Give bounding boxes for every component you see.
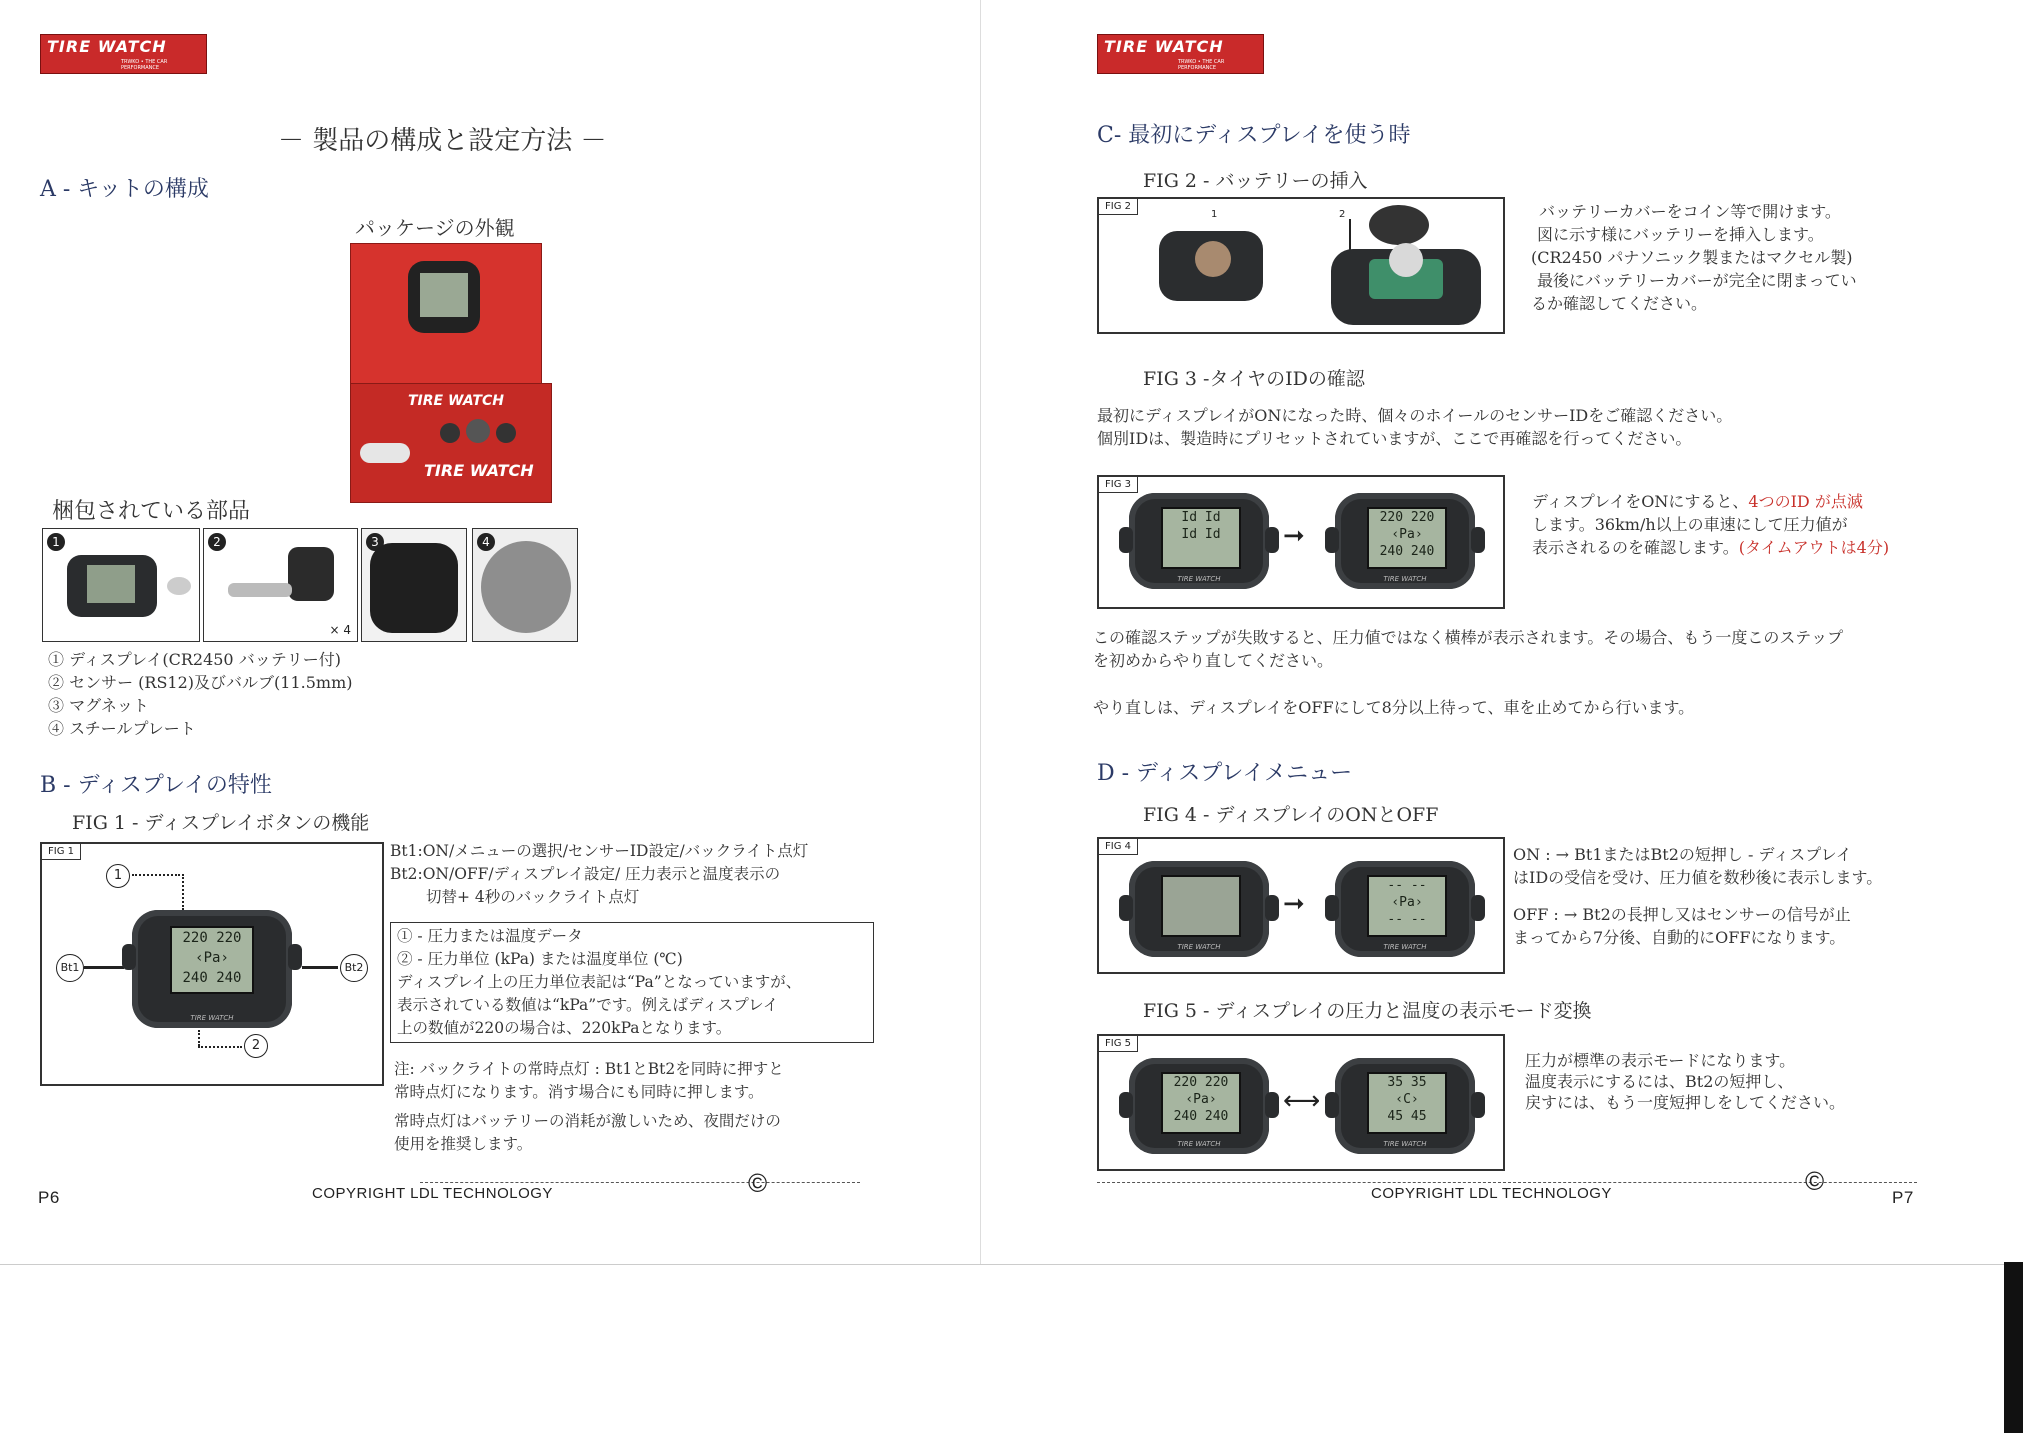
display-device-on: -- -- ‹Pa› -- -- TIRE WATCH <box>1335 861 1475 957</box>
lcd-screen: -- -- ‹Pa› -- -- <box>1367 875 1447 937</box>
fig5-title: FIG 5 - ディスプレイの圧力と温度の表示モード変換 <box>1143 1000 1592 1022</box>
lcd-screen: 220 220 ‹Pa› 240 240 <box>1367 507 1447 569</box>
fig2-text: バッテリーカバーをコイン等で開けます。 図に示す様にバッテリーを挿入します。 (CR2450 パナソニック製またはマクセル製) 最後にバッテリーカバーが完全に閉まってい るか確認してください。 <box>1531 202 1857 313</box>
scan-divider <box>0 1264 2023 1265</box>
fig3-box: FIG 3 Id Id Id Id TIRE WATCH ➞ 220 220 ‹Pa› 240 240 TIRE WATCH <box>1097 475 1505 609</box>
display-device: Id Id Id Id TIRE WATCH <box>1129 493 1269 589</box>
fig4-text: ON : → Bt1またはBt2の短押し - ディスプレイ はIDの受信を受け、圧力値を数秒後に表示します。 OFF : → Bt2の長押し又はセンサーの信号が止 まってから7分後、自動的にOFFになります。 <box>1513 845 1883 947</box>
fig5-text: 圧力が標準の表示モードになります。 温度表示にするには、Bt2の短押し、 戻すには、もう一度短押しをしてください。 <box>1525 1051 1846 1112</box>
scan-edge <box>2004 1262 2023 1433</box>
battery-cover <box>1369 205 1429 245</box>
down-arrow-icon <box>1349 219 1351 253</box>
left-page <box>0 0 980 1265</box>
fig5-box: FIG 5 220 220 ‹Pa› 240 240 TIRE WATCH ⟷ 35 35 ‹C› 45 45 TIRE WATCH <box>1097 1034 1505 1171</box>
package-caption: パッケージの外観 <box>355 216 515 240</box>
section-a-heading: A - キットの構成 <box>40 177 209 202</box>
fig3-title: FIG 3 -タイヤのIDの確認 <box>1143 368 1365 390</box>
section-c-heading: C- 最初にディスプレイを使う時 <box>1097 123 1411 148</box>
copyright-text: COPYRIGHT LDL TECHNOLOGY <box>312 1185 553 1202</box>
parts-title: 梱包されている部品 <box>52 499 251 524</box>
display-device: 220 220 ‹Pa› 240 240 TIRE WATCH <box>1335 493 1475 589</box>
part-steel-plate-thumb: 4 <box>472 528 578 642</box>
fig2-box: FIG 2 1 2 <box>1097 197 1505 334</box>
display-device: 220 220 ‹Pa› 240 240 TIRE WATCH <box>132 910 292 1028</box>
part-magnet-thumb: 3 <box>361 528 467 642</box>
fig2-title: FIG 2 - バッテリーの挿入 <box>1143 170 1368 192</box>
parts-list-item: ② センサー (RS12)及びバルブ(11.5mm) <box>48 673 353 692</box>
copyright-text: COPYRIGHT LDL TECHNOLOGY <box>1371 1185 1612 1202</box>
main-title: － 製品の構成と設定方法 － <box>278 126 607 156</box>
parts-list <box>48 648 352 740</box>
button-description: Bt1:ON/メニューの選択/センサーID設定/バックライト点灯 Bt2:ON/OFF/ディスプレイ設定/ 圧力表示と温度表示の 切替+ 4秒のバックライト点灯 <box>390 842 809 906</box>
part-sensor-thumb: 2 × 4 <box>203 528 358 642</box>
fig3-text: ディスプレイをONにすると、4つのID が点滅 します。36km/h以上の車速にして圧力値が 表示されるのを確認します。(タイムアウトは4分) <box>1532 492 1890 557</box>
package-image: TIRE WATCH TIRE WATCH <box>350 243 550 501</box>
fig4-box: FIG 4 TIRE WATCH ➞ -- -- ‹Pa› -- -- TIRE WATCH <box>1097 837 1505 974</box>
bt1-label: Bt1 <box>56 954 84 982</box>
right-arrow-icon: ➞ <box>1283 521 1305 551</box>
display-device-pressure: 220 220 ‹Pa› 240 240 TIRE WATCH <box>1129 1058 1269 1154</box>
right-page <box>980 0 2023 1265</box>
lcd-screen: 220 220 ‹Pa› 240 240 <box>170 926 254 994</box>
lcd-screen: Id Id Id Id <box>1161 507 1241 569</box>
battery-icon <box>1389 243 1423 277</box>
double-arrow-icon: ⟷ <box>1283 1086 1321 1116</box>
display-device-temperature: 35 35 ‹C› 45 45 TIRE WATCH <box>1335 1058 1475 1154</box>
callout-1: 1 <box>106 864 130 888</box>
coin-icon <box>1195 241 1231 277</box>
parts-list-item: ④ スチールプレート <box>48 719 196 738</box>
page-number: P6 <box>38 1188 60 1207</box>
backlight-note: 注: バックライトの常時点灯 : Bt1とBt2を同時に押すと 常時点灯になります。消す場合にも同時に押します。 常時点灯はバッテリーの消耗が激しいため、夜間だけの 使用を推奨します。 <box>394 1060 784 1153</box>
fig3-failure-note: この確認ステップが失敗すると、圧力値ではなく横棒が表示されます。その場合、もう一度このステップ を初めからやり直してください。 <box>1093 628 1844 670</box>
fig3-retry-note: やり直しは、ディスプレイをOFFにして8分以上待って、車を止めてから行います。 <box>1093 698 1695 717</box>
part-display-thumb: 1 <box>42 528 200 642</box>
fig1-box: FIG 1 1 Bt1 220 220 ‹Pa› 240 240 TIRE WATCH Bt2 2 <box>40 842 384 1086</box>
tire-watch-logo: TIRE WATCH TRWKO • THE CAR PERFORMANCE <box>1097 34 1264 74</box>
tire-watch-logo: TIRE WATCH TRWKO • THE CAR PERFORMANCE <box>40 34 207 74</box>
bt2-label: Bt2 <box>340 954 368 982</box>
right-arrow-icon: ➞ <box>1283 889 1305 919</box>
fig4-title: FIG 4 - ディスプレイのONとOFF <box>1143 804 1439 826</box>
section-b-heading: B - ディスプレイの特性 <box>40 773 272 798</box>
parts-list-item: ③ マグネット <box>48 696 149 715</box>
lcd-screen-blank <box>1161 875 1241 937</box>
callout-2: 2 <box>244 1034 268 1058</box>
parts-list-item: ① ディスプレイ(CR2450 バッテリー付) <box>48 650 341 669</box>
copyright-symbol: © <box>748 1168 768 1198</box>
fig1-title: FIG 1 - ディスプレイボタンの機能 <box>72 812 370 834</box>
unit-info-box: ① - 圧力または温度データ ② - 圧力単位 (kPa) または温度単位 (℃) ディスプレイ上の圧力単位表記は“Pa”となっていますが、 表示されている数値は“kPa”です。例えばディスプレイ 上の数値が220の場合は、220kPaとなります。 <box>390 922 874 1043</box>
page-number: P7 <box>1892 1188 1914 1207</box>
fig3-intro: 最初にディスプレイがONになった時、個々のホイールのセンサーIDをご確認ください。 個別IDは、製造時にプリセットされていますが、ここで再確認を行ってください。 <box>1097 406 1733 448</box>
section-d-heading: D - ディスプレイメニュー <box>1097 761 1353 786</box>
copyright-symbol: © <box>1805 1166 1825 1196</box>
lcd-screen: 35 35 ‹C› 45 45 <box>1367 1072 1447 1134</box>
lcd-screen: 220 220 ‹Pa› 240 240 <box>1161 1072 1241 1134</box>
display-device-off: TIRE WATCH <box>1129 861 1269 957</box>
